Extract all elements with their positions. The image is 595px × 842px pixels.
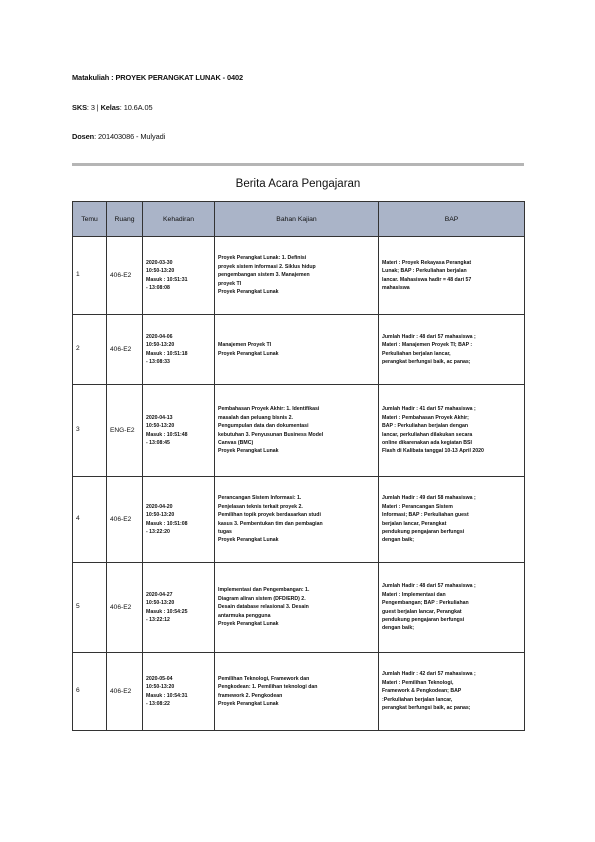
kehadiran-line: - 13:08:45	[146, 439, 170, 446]
lecturer-info	[72, 132, 165, 141]
cell-bahan-kajian	[215, 315, 379, 385]
kehadiran-line: - 13:22:20	[146, 528, 170, 535]
table-row	[73, 237, 525, 315]
bahan-line: Proyek Perangkat Lunak: 1. Definisi	[218, 255, 307, 262]
cell-bap	[379, 477, 525, 563]
sks-label: SKS	[72, 103, 87, 112]
kehadiran-line: 2020-04-13	[146, 414, 173, 421]
kehadiran-line: 2020-05-04	[146, 675, 173, 682]
bahan-line: Diagram aliran sistem (DFD/ERD) 2.	[218, 595, 306, 602]
bap-line: Materi : Manajemen Proyek TI; BAP :	[382, 342, 473, 349]
bahan-line: Perancangan Sistem Informasi: 1.	[218, 495, 302, 502]
cell-temu: 3	[73, 385, 107, 477]
cell-kehadiran	[143, 477, 215, 563]
cell-ruang: 406-E2	[107, 237, 143, 315]
bap-line: Jumlah Hadir : 48 dari 57 mahasiswa ;	[382, 583, 476, 590]
bahan-line: Desain database relasional 3. Desain	[218, 604, 309, 611]
cell-temu: 1	[73, 237, 107, 315]
kelas-value: : 10.6A.05	[119, 103, 153, 112]
bahan-line: antarmuka pengguna	[218, 612, 271, 619]
col-ruang: Ruang	[107, 202, 143, 237]
cell-kehadiran	[143, 563, 215, 653]
kehadiran-line: Masuk : 10:54:25	[146, 608, 188, 615]
table-header-row	[73, 202, 525, 237]
kehadiran-line: 10:50-13:20	[146, 684, 175, 691]
table-row	[73, 653, 525, 731]
bap-line: mahasiswa	[382, 284, 410, 291]
cell-bap	[379, 563, 525, 653]
bahan-line: Proyek Perangkat Lunak	[218, 621, 279, 628]
bap-line: Jumlah Hadir : 42 dari 57 mahasiswa ;	[382, 671, 476, 678]
bahan-line: kebutuhan 3. Penyusunan Business Model	[218, 431, 324, 438]
kehadiran-line: 2020-04-27	[146, 591, 173, 598]
dosen-value: : 201403086 - Mulyadi	[94, 132, 166, 141]
kelas-label: Kelas	[100, 103, 120, 112]
bahan-line: Proyek Perangkat Lunak	[218, 700, 279, 707]
kehadiran-line: Masuk : 10:51:18	[146, 350, 188, 357]
bap-line: Jumlah Hadir : 41 dari 57 mahasiswa ;	[382, 406, 476, 413]
cell-bahan-kajian	[215, 653, 379, 731]
bap-line: Flash di Kalibata tanggal 10-13 April 2020	[382, 448, 484, 455]
kehadiran-line: Masuk : 10:51:31	[146, 276, 188, 283]
cell-bap	[379, 385, 525, 477]
bahan-line: tugas	[218, 528, 232, 535]
cell-bap	[379, 653, 525, 731]
bap-line: Jumlah Hadir : 49 dari 58 mahasiswa ;	[382, 495, 476, 502]
bap-line: pendukung pengajaran berfungsi	[382, 616, 465, 623]
col-bahan-kajian: Bahan Kajian	[215, 202, 379, 237]
bahan-line: pengembangan sistem 3. Manajemen	[218, 272, 310, 279]
bahan-line: Proyek Perangkat Lunak	[218, 537, 279, 544]
kehadiran-line: - 13:08:33	[146, 358, 170, 365]
cell-ruang: 406-E2	[107, 315, 143, 385]
bahan-line: Pemilihan topik proyek berdasarkan studi	[218, 512, 321, 519]
bap-line: berjalan lancar, Perangkat	[382, 520, 447, 527]
course-title	[72, 73, 243, 82]
cell-ruang: 406-E2	[107, 477, 143, 563]
bap-line: Framework & Pengkodean; BAP	[382, 688, 462, 695]
cell-temu: 4	[73, 477, 107, 563]
cell-temu: 6	[73, 653, 107, 731]
bahan-line: Pengumpulan data dan dokumentasi	[218, 423, 309, 430]
bap-line: :Perkuliahan berjalan lancar,	[382, 696, 453, 703]
bap-line: Informasi; BAP : Perkuliahan guest	[382, 512, 469, 519]
bahan-line: Manajemen Proyek TI	[218, 342, 272, 349]
kehadiran-line: - 13:22:12	[146, 616, 170, 623]
kehadiran-line: 2020-04-06	[146, 333, 173, 340]
bap-line: lancar, perkuliahan dilakukan secara	[382, 431, 473, 438]
kehadiran-line: - 13:08:08	[146, 284, 170, 291]
cell-temu: 5	[73, 563, 107, 653]
kehadiran-line: Masuk : 10:51:08	[146, 520, 188, 527]
kehadiran-line: 10:50-13:20	[146, 268, 175, 275]
teaching-record-table	[72, 201, 525, 731]
bap-line: Jumlah Hadir : 48 dari 57 mahasiswa ;	[382, 333, 476, 340]
col-kehadiran: Kehadiran	[143, 202, 215, 237]
kehadiran-line: Masuk : 10:54:31	[146, 692, 188, 699]
bap-line: perangkat berfungsi baik, ac panas;	[382, 358, 471, 365]
kehadiran-line: 10:50-13:20	[146, 512, 175, 519]
dosen-label: Dosen	[72, 132, 95, 141]
bahan-line: masalah dan peluang bisnis 2.	[218, 414, 293, 421]
cell-kehadiran	[143, 237, 215, 315]
page-title: Berita Acara Pengajaran	[235, 178, 361, 190]
bahan-line: Pemilihan Teknologi, Framework dan	[218, 675, 310, 682]
kehadiran-line: 10:50-13:20	[146, 342, 175, 349]
bahan-line: Implementasi dan Pengembangan: 1.	[218, 587, 310, 594]
kehadiran-line: 10:50-13:20	[146, 600, 175, 607]
cell-bap	[379, 315, 525, 385]
bap-line: Materi : Perancangan Sistem	[382, 503, 453, 510]
bap-line: Materi : Pemilihan Teknologi,	[382, 679, 454, 686]
cell-kehadiran	[143, 385, 215, 477]
course-info	[72, 103, 153, 112]
bap-line: dengan baik;	[382, 625, 414, 632]
table-row	[73, 315, 525, 385]
table-row	[73, 477, 525, 563]
table-row	[73, 563, 525, 653]
bap-line: Pengembangan; BAP : Perkuliahan	[382, 600, 469, 607]
kehadiran-line: 2020-03-30	[146, 259, 173, 266]
bap-line: dengan baik;	[382, 537, 414, 544]
bap-line: BAP : Perkuliahan berjalan dengan	[382, 423, 469, 430]
kehadiran-line: 2020-04-20	[146, 503, 173, 510]
cell-bahan-kajian	[215, 477, 379, 563]
cell-kehadiran	[143, 315, 215, 385]
bahan-line: kasus 3. Pembentukan tim dan pembagian	[218, 520, 323, 527]
bahan-line: Canvas (BMC)	[218, 439, 254, 446]
table-row	[73, 385, 525, 477]
bahan-line: Penjelasan teknis terkait proyek 2.	[218, 503, 303, 510]
bap-line: Materi : Proyek Rekayasa Perangkat	[382, 259, 472, 266]
cell-kehadiran	[143, 653, 215, 731]
bap-line: pendukung pengajaran berfungsi	[382, 528, 465, 535]
bahan-line: Proyek Perangkat Lunak	[218, 350, 279, 357]
bap-line: Lunak; BAP : Perkuliahan berjalan	[382, 268, 467, 275]
bap-line: Materi : Pembahasan Proyek Akhir;	[382, 414, 469, 421]
bahan-line: framework 2. Pengkodean	[218, 692, 283, 699]
bap-line: lancar. Mahasiswa hadir = 48 dari 57	[382, 276, 472, 283]
kehadiran-line: Masuk : 10:51:48	[146, 431, 188, 438]
course-title-text: Matakuliah : PROYEK PERANGKAT LUNAK - 0402	[72, 73, 244, 82]
cell-ruang: 406-E2	[107, 653, 143, 731]
col-bap: BAP	[379, 202, 525, 237]
bahan-line: Proyek Perangkat Lunak	[218, 448, 279, 455]
bap-line: online dikarenakan ada kegiatan BSI	[382, 439, 472, 446]
cell-temu: 2	[73, 315, 107, 385]
cell-bahan-kajian	[215, 237, 379, 315]
bahan-line: proyek sistem informasi 2. Siklus hidup	[218, 263, 316, 270]
bap-line: Perkuliahan berjalan lancar,	[382, 350, 451, 357]
bahan-line: Proyek Perangkat Lunak	[218, 289, 279, 296]
bahan-line: Pengkodean: 1. Pemilihan teknologi dan	[218, 684, 318, 691]
sks-value: : 3 |	[86, 103, 101, 112]
cell-bap	[379, 237, 525, 315]
kehadiran-line: - 13:08:22	[146, 700, 170, 707]
cell-ruang: ENG-E2	[107, 385, 143, 477]
cell-ruang: 406-E2	[107, 563, 143, 653]
bap-line: Materi : Implementasi dan	[382, 591, 446, 598]
bahan-line: proyek TI	[218, 280, 242, 287]
bap-line: perangkat berfungsi baik, ac panas;	[382, 705, 471, 712]
bahan-line: Pembahasan Proyek Akhir: 1. Identifikasi	[218, 406, 320, 413]
cell-bahan-kajian	[215, 563, 379, 653]
divider	[72, 163, 524, 166]
bap-line: guest berjalan lancar, Perangkat	[382, 608, 462, 615]
col-temu: Temu	[73, 202, 107, 237]
kehadiran-line: 10:50-13:20	[146, 423, 175, 430]
cell-bahan-kajian	[215, 385, 379, 477]
